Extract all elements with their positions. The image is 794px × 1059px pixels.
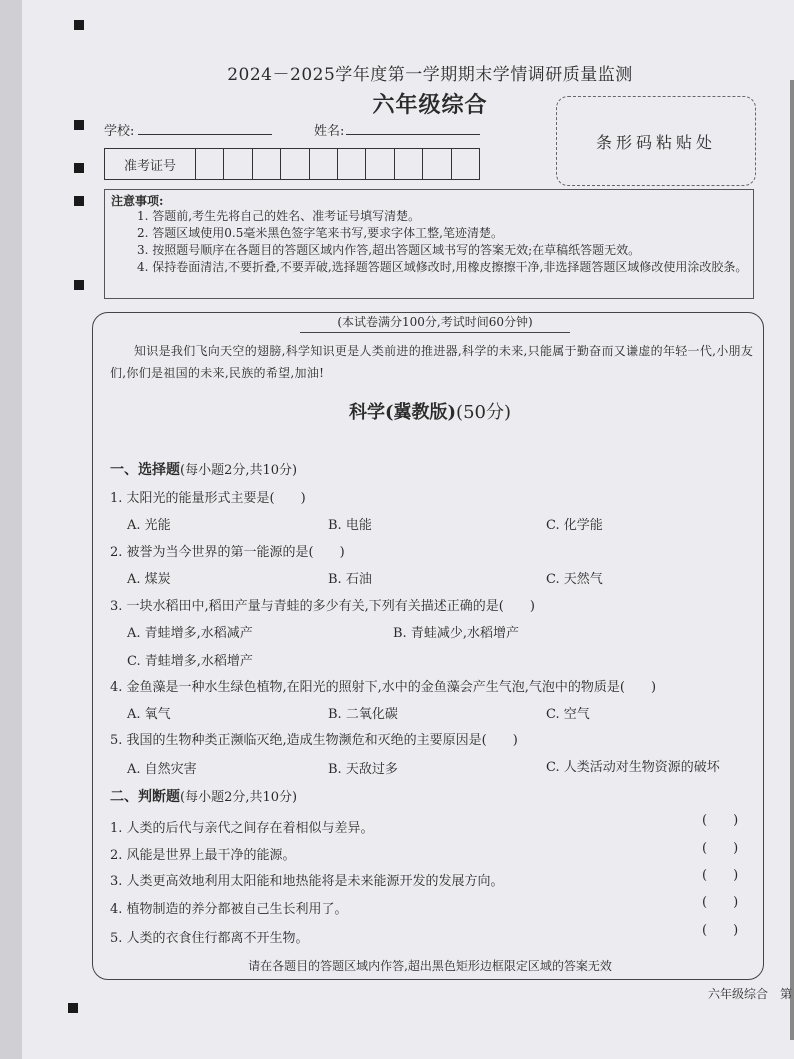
- exam-id-cell[interactable]: [281, 149, 309, 179]
- question-text: 1. 太阳光的能量形式主要是( ): [110, 491, 306, 506]
- section-1-note: (每小题2分,共10分): [180, 463, 298, 478]
- subject-title: [0, 398, 794, 424]
- option: B. 天敌过多: [328, 762, 398, 777]
- notice-box: [104, 189, 754, 299]
- option: A. 自然灾害: [127, 762, 197, 777]
- intro-text: 知识是我们飞向天空的翅膀,科学知识更是人类前进的推进器,科学的未来,只能属于勤奋而又谦虚的年轻一代,小朋友们,你们是祖国的未来,民族的希望,加油!: [110, 344, 754, 380]
- alignment-mark: [68, 1003, 78, 1013]
- exam-id-grid: [104, 148, 480, 180]
- section-2-title: [110, 786, 297, 806]
- alignment-mark: [74, 120, 84, 130]
- school-label: 学校:: [104, 124, 135, 139]
- judgment-question: 5. 人类的衣食住行都离不开生物。: [110, 931, 309, 946]
- judgment-question: 2. 风能是世界上最干净的能源。: [110, 848, 296, 863]
- alignment-mark: [74, 196, 84, 206]
- notice-item: 1. 答题前,考生先将自己的姓名、准考证号填写清楚。: [137, 209, 421, 223]
- exam-id-label: 准考证号: [105, 149, 196, 179]
- question-text: 4. 金鱼藻是一种水生绿色植物,在阳光的照射下,水中的金鱼藻会产生气泡,气泡中的物质是( ): [110, 680, 657, 695]
- answer-paren[interactable]: ( ): [702, 841, 739, 856]
- answer-paren[interactable]: ( ): [702, 813, 739, 828]
- option: B. 二氧化碳: [328, 707, 398, 722]
- notice-heading: 注意事项:: [111, 194, 164, 208]
- option: B. 青蛙减少,水稻增产: [393, 626, 519, 641]
- exam-id-cell[interactable]: [338, 149, 366, 179]
- alignment-mark: [74, 20, 84, 30]
- option: A. 氧气: [127, 707, 171, 722]
- notice-item: 3. 按照题号顺序在各题目的答题区域内作答,超出答题区域书写的答案无效;在草稿纸答题无效。: [137, 243, 641, 257]
- exam-info-underline: [300, 332, 570, 333]
- barcode-area: [556, 96, 756, 186]
- option: A. 煤炭: [127, 572, 171, 587]
- exam-title: 2024－2025学年度第一学期期末学情调研质量监测: [227, 65, 633, 85]
- notice-item: 4. 保持卷面清洁,不要折叠,不要弄破,选择题答题区域修改时,用橡皮擦擦干净,非选择题答题区域修改使用涂改胶条。: [137, 260, 748, 274]
- option: B. 电能: [328, 518, 372, 533]
- section-1-label: 一、选择题: [110, 462, 180, 478]
- option: C. 青蛙增多,水稻增产: [127, 654, 253, 669]
- exam-id-cell[interactable]: [452, 149, 479, 179]
- page-edge: [790, 80, 794, 1040]
- section-2-label: 二、判断题: [110, 789, 180, 805]
- judgment-question: 3. 人类更高效地利用太阳能和地热能将是未来能源开发的发展方向。: [110, 874, 504, 889]
- option: C. 空气: [546, 707, 590, 722]
- exam-id-cell[interactable]: [395, 149, 423, 179]
- exam-info: (本试卷满分100分,考试时间60分钟): [337, 315, 533, 329]
- name-field[interactable]: [346, 120, 480, 135]
- school-field[interactable]: [138, 120, 272, 135]
- barcode-label: 条形码粘贴处: [595, 132, 716, 152]
- subject-name: 科学(冀教版): [349, 402, 457, 423]
- answer-paren[interactable]: ( ): [702, 923, 739, 938]
- notice-item: 2. 答题区域使用0.5毫米黑色签字笔来书写,要求字体工整,笔迹清楚。: [137, 226, 503, 240]
- exam-id-cell[interactable]: [196, 149, 224, 179]
- exam-id-cell[interactable]: [310, 149, 338, 179]
- exam-id-cell[interactable]: [253, 149, 281, 179]
- question-text: 2. 被誉为当今世界的第一能源的是( ): [110, 545, 345, 560]
- judgment-question: 1. 人类的后代与亲代之间存在着相似与差异。: [110, 821, 374, 836]
- answer-paren[interactable]: ( ): [702, 895, 739, 910]
- page-footer-label: 六年级综合 第: [707, 987, 792, 1001]
- option: C. 人类活动对生物资源的破坏: [546, 760, 720, 775]
- answer-paren[interactable]: ( ): [702, 868, 739, 883]
- footer-note: 请在各题目的答题区域内作答,超出黑色矩形边框限定区域的答案无效: [248, 959, 612, 973]
- exam-id-cell[interactable]: [366, 149, 394, 179]
- section-2-note: (每小题2分,共10分): [180, 790, 298, 805]
- option: A. 青蛙增多,水稻减产: [127, 626, 253, 641]
- alignment-mark: [74, 163, 84, 173]
- section-1-title: [110, 459, 297, 479]
- question-text: 3. 一块水稻田中,稻田产量与青蛙的多少有关,下列有关描述正确的是( ): [110, 599, 535, 614]
- subject-points: (50分): [456, 402, 511, 423]
- alignment-mark: [74, 280, 84, 290]
- exam-id-cell[interactable]: [224, 149, 252, 179]
- option: B. 石油: [328, 572, 372, 587]
- option: C. 化学能: [546, 518, 603, 533]
- option: A. 光能: [127, 518, 171, 533]
- question-text: 5. 我国的生物种类正濒临灭绝,造成生物濒危和灭绝的主要原因是( ): [110, 733, 518, 748]
- option: C. 天然气: [546, 572, 603, 587]
- exam-subtitle: 六年级综合: [372, 92, 488, 118]
- judgment-question: 4. 植物制造的养分都被自己生长利用了。: [110, 902, 348, 917]
- name-label: 姓名:: [314, 124, 345, 139]
- exam-id-cell[interactable]: [423, 149, 451, 179]
